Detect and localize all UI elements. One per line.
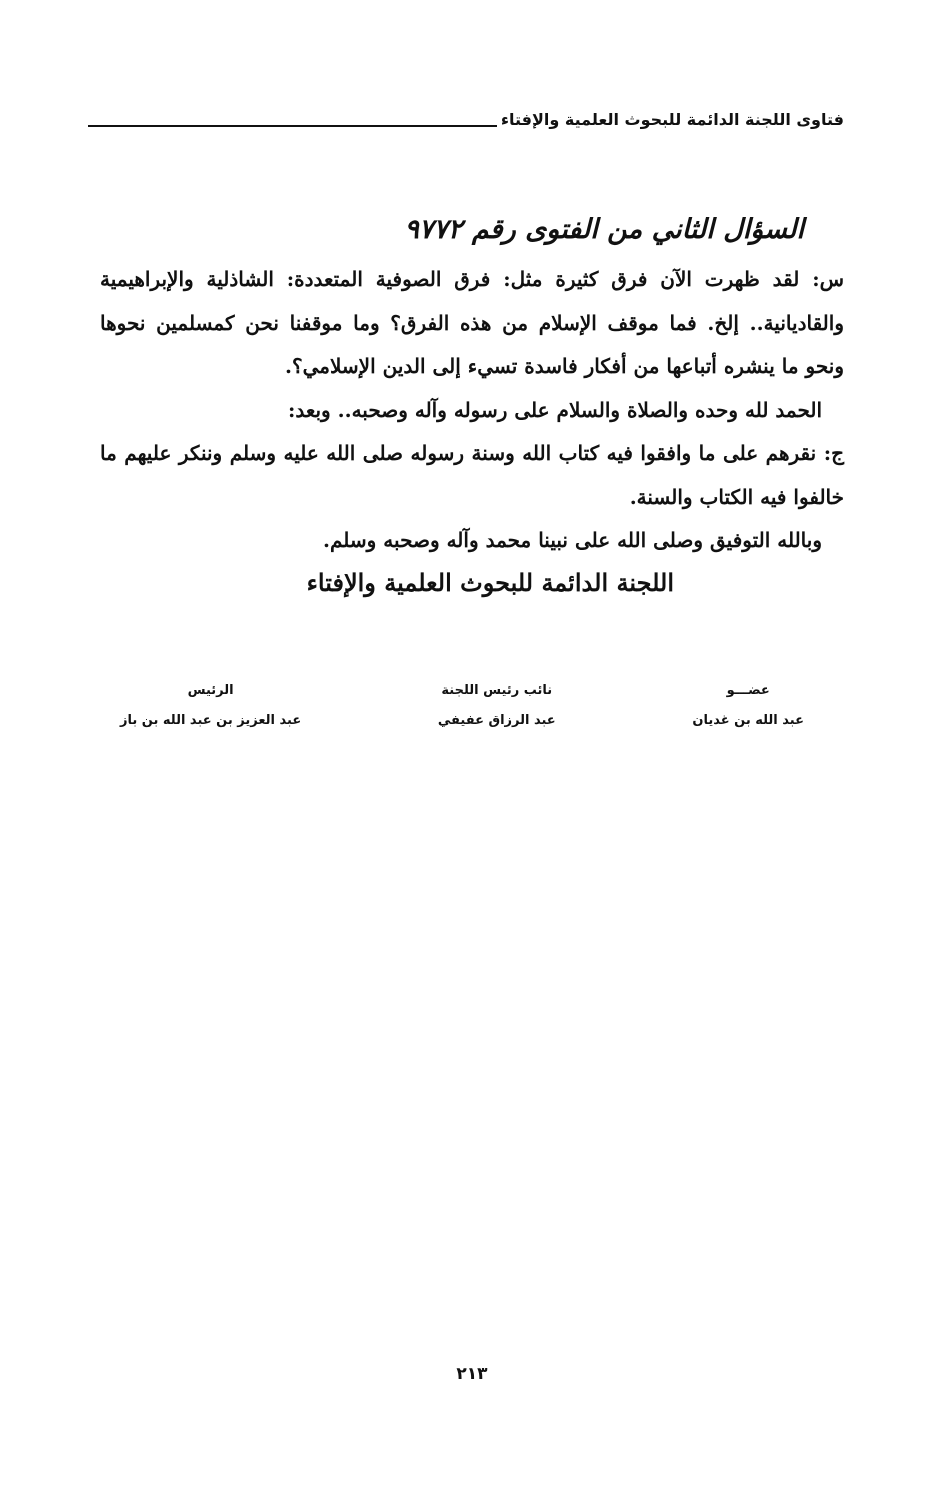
signature-name: عبد الله بن غديان (692, 713, 804, 728)
signature-chairman (120, 676, 301, 736)
running-header-title: فتاوى اللجنة الدائمة للبحوث العلمية والإفتاء (500, 110, 844, 129)
signature-member (692, 676, 804, 736)
signature-title: عضـــو (726, 683, 770, 698)
signature-title: نائب رئيس اللجنة (441, 683, 553, 698)
closing-paragraph: وبالله التوفيق وصلى الله على نبينا محمد وآله وصحبه وسلم. (323, 528, 822, 552)
page-number: ٢١٣ (456, 1364, 488, 1384)
fatwa-heading: السؤال الثاني من الفتوى رقم ٩٧٧٢ (404, 214, 804, 245)
answer-paragraph: ج: نقرهم على ما وافقوا فيه كتاب الله وسنة رسوله صلى الله عليه وسلم وننكر عليهم ما خالفوا فيه الكتاب والسنة. (100, 441, 844, 509)
signature-deputy (438, 676, 556, 736)
signature-title: الرئيس (187, 683, 234, 698)
header-rule (88, 125, 497, 127)
signature-block (120, 676, 804, 736)
running-header (88, 100, 844, 130)
signature-name: عبد العزيز بن عبد الله بن باز (120, 713, 302, 728)
fatwa-body (100, 208, 844, 603)
question-paragraph: س: لقد ظهرت الآن فرق كثيرة مثل: فرق الصوفية المتعددة: الشاذلية والإبراهيمية والقاديانية.. إلخ. فما موقف الإسلام من هذه الفرق؟ وما موقفنا نحن كمسلمين نحوها ونحو ما ينشره أتباعها من أفكار فاسدة تسيء إلى الدين الإسلامي؟. (100, 267, 844, 378)
signature-name: عبد الرزاق عفيفي (437, 713, 556, 728)
committee-name: اللجنة الدائمة للبحوث العلمية والإفتاء (306, 567, 674, 597)
praise-paragraph: الحمد لله وحده والصلاة والسلام على رسوله وآله وصحبه.. وبعد: (287, 397, 822, 422)
